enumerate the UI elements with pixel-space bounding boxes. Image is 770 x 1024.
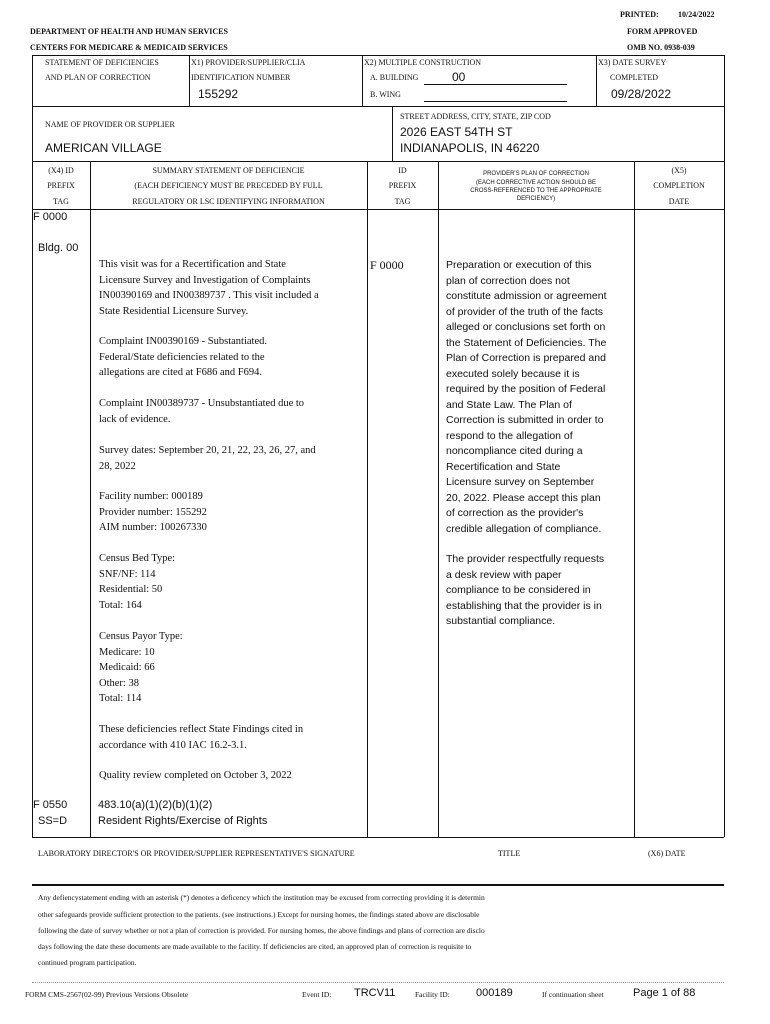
address-label: STREET ADDRESS, CITY, STATE, ZIP COD: [400, 112, 551, 121]
narrative-paragraph: Complaint IN00390169 - Substantiated. Federal/State deficiencies related to the allegations are cited at F686 and F694.: [99, 336, 267, 378]
date-label: (X6) DATE: [648, 849, 686, 858]
narrative-paragraph: These deficiencies reflect State Findings cited in accordance with 410 IAC 16.2-3.1.: [99, 724, 304, 751]
rule: [392, 106, 724, 107]
printed-label: PRINTED:: [620, 10, 659, 19]
address-line-2: INDIANAPOLIS, IN 46220: [400, 141, 540, 155]
title-label: TITLE: [498, 849, 521, 858]
summary-header-1: SUMMARY STATEMENT OF DEFICIENCIE: [152, 166, 305, 175]
narrative-paragraph: Survey dates: September 20, 21, 22, 23, 26, 27, and 28, 2022: [99, 445, 316, 472]
x4-header-3: TAG: [53, 197, 69, 206]
disclaimer-line: following the date of survey whether or not a plan of correction is provided. For nursing homes, the above findings and plans of correction are disclo: [38, 926, 485, 935]
statement-label-1: STATEMENT OF DEFICIENCIES: [45, 58, 159, 67]
disclaimer-line: other safeguards provide sufficient protection to the patients. (see instructions.) Except for nursing homes, the findings stated above are disclosable: [38, 910, 480, 919]
wing-label: B. WING: [370, 90, 401, 99]
plan-header-4: DEFICIENCY): [516, 196, 556, 202]
rule: [32, 161, 724, 162]
rule: [392, 106, 393, 161]
narrative-paragraph: Quality review completed on October 3, 2022: [99, 770, 292, 781]
tag-f0000: F 0000: [33, 211, 68, 223]
disclaimer-line: Any defiencystatement ending with an asterisk (*) denotes a deficency which the institution may be excused from correcting providing it is determin: [38, 893, 485, 902]
rule: [362, 55, 363, 106]
id-header-3: TAG: [394, 197, 411, 206]
rule: [438, 161, 439, 837]
rule: [32, 837, 724, 838]
rule: [32, 884, 724, 886]
x4-header-2: PREFIX: [47, 181, 75, 190]
x1-label-1: X1) PROVIDER/SUPPLIER/CLIA: [191, 58, 306, 67]
signature-label: LABORATORY DIRECTOR'S OR PROVIDER/SUPPLIER REPRESENTATIVE'S SIGNATURE: [38, 849, 355, 858]
narrative-paragraph: This visit was for a Recertification and State Licensure Survey and Investigation of Complaints IN00390169 and IN00389737 . This visit included a State Residential Licensure Survey.: [99, 259, 319, 317]
facility-id-label: Facility ID:: [415, 990, 450, 999]
rule: [596, 55, 597, 106]
rule: [90, 161, 91, 837]
x4-header-1: (X4) ID: [48, 166, 74, 175]
plan-paragraph: Preparation or execution of this plan of correction does not constitute admission or agreement of provider of the truth of the facts alleged or conclusions set forth on the Statement of Deficiencies. The Plan of Correction is prepared and executed solely because it is required by the position of Federal and State Law. The Plan of Correction is submitted in order to respond to the allegation of noncompliance cited during a Recertification and State Licensure survey on September 20, 2022. Please accept this plan of correction as the provider's credible allegation of compliance.: [446, 259, 607, 535]
agency-line-1: DEPARTMENT OF HEALTH AND HUMAN SERVICES: [30, 27, 228, 36]
narrative-paragraph: Complaint IN00389737 - Unsubstantiated due to lack of evidence.: [99, 398, 305, 425]
rule: [32, 55, 724, 56]
building-label: A. BUILDING: [370, 73, 419, 82]
event-id-value: TRCV11: [354, 987, 396, 999]
provider-name-label: NAME OF PROVIDER OR SUPPLIER: [45, 120, 175, 129]
x2-label: X2) MULTIPLE CONSTRUCTION: [364, 58, 482, 67]
scope-severity: SS=D: [38, 815, 68, 827]
wing-underline: [424, 101, 567, 102]
building-value: 00: [452, 70, 466, 84]
rule: [32, 106, 392, 107]
provider-name-value: AMERICAN VILLAGE: [45, 141, 162, 155]
summary-header-3: REGULATORY OR LSC IDENTIFYING INFORMATION: [132, 197, 325, 206]
x5-header-1: (X5): [671, 166, 687, 175]
survey-date-value: 09/28/2022: [611, 87, 672, 101]
rule: [724, 55, 725, 837]
building-tag: Bldg. 00: [38, 242, 79, 254]
agency-line-2: CENTERS FOR MEDICARE & MEDICAID SERVICES: [30, 43, 228, 52]
tag-f0550: F 0550: [33, 799, 68, 811]
building-underline: [424, 84, 567, 85]
disclaimer-line: days following the date these documents are made available to the facility. If deficiencies are cited, an approved plan of correction is requisite to: [38, 942, 472, 951]
x1-label-2: IDENTIFICATION NUMBER: [191, 73, 291, 82]
printed-date: 10/24/2022: [678, 10, 715, 19]
id-header-2: PREFIX: [388, 181, 417, 190]
narrative-paragraph: Census Payor Type: Medicare: 10 Medicaid: 66 Other: 38 Total: 114: [99, 631, 183, 704]
x5-header-2: COMPLETION: [653, 181, 705, 190]
omb-number: OMB NO. 0938-039: [627, 43, 695, 52]
rule: [189, 55, 190, 106]
rule: [367, 161, 368, 837]
x3-label-1: X3) DATE SURVEY: [598, 58, 667, 67]
disclaimer-line: continued program participation.: [38, 958, 137, 967]
regulation-title: Resident Rights/Exercise of Rights: [98, 815, 268, 827]
plan-paragraph: The provider respectfully requests a desk review with paper compliance to be considered in establishing that the provider is in substantial compliance.: [446, 553, 605, 627]
narrative-paragraph: Census Bed Type: SNF/NF: 114 Residential: 50 Total: 164: [99, 553, 176, 611]
plan-header-2: (EACH CORRECTIVE ACTION SHOULD BE: [475, 180, 597, 186]
regulation-code: 483.10(a)(1)(2)(b)(1)(2): [98, 799, 213, 811]
rule: [32, 209, 724, 210]
plan-header-1: PROVIDER'S PLAN OF CORRECTION: [483, 171, 589, 177]
footer-rule: [32, 982, 724, 983]
provider-id-value: 155292: [198, 87, 239, 101]
statement-label-2: AND PLAN OF CORRECTION: [45, 73, 151, 82]
id-tag-f0000: F 0000: [370, 258, 404, 272]
rule: [634, 161, 635, 837]
event-id-label: Event ID:: [302, 990, 332, 999]
narrative-paragraph: Facility number: 000189 Provider number: 155292 AIM number: 100267330: [99, 491, 207, 533]
facility-id-value: 000189: [476, 987, 513, 999]
x5-header-3: DATE: [668, 197, 690, 206]
plan-header-3: CROSS-REFERENCED TO THE APPROPRIATE: [470, 188, 602, 194]
address-line-1: 2026 EAST 54TH ST: [400, 125, 513, 139]
summary-header-2: (EACH DEFICIENCY MUST BE PRECEDED BY FULL: [134, 181, 323, 190]
continuation-label: If continuation sheet: [542, 990, 604, 999]
id-header-1: ID: [398, 166, 407, 175]
form-number: FORM CMS-2567(02-99) Previous Versions Obsolete: [25, 990, 189, 999]
form-approved: FORM APPROVED: [627, 27, 698, 36]
x3-label-2: COMPLETED: [610, 73, 658, 82]
page-number: Page 1 of 88: [633, 987, 696, 999]
